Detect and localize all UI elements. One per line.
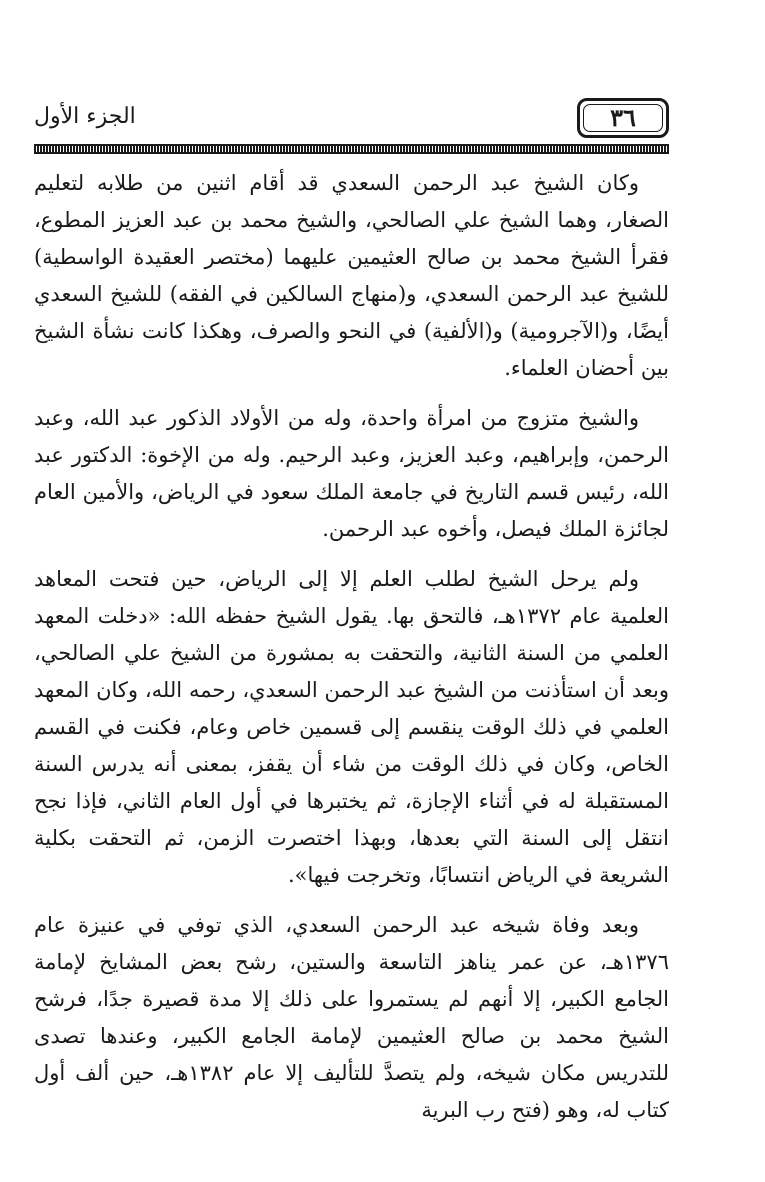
section-title: الجزء الأول — [34, 104, 136, 129]
page-number: ٣٦ — [610, 103, 636, 132]
header-divider — [34, 144, 669, 154]
page-header — [34, 92, 669, 150]
paragraph: وبعد وفاة شيخه عبد الرحمن السعدي، الذي توفي في عنيزة عام ١٣٧٦هـ، عن عمر يناهز التاسعة والستين، رشح بعض المشايخ لإمامة الجامع الكبير، إلا أنهم لم يستمروا على ذلك إلا مدة قصيرة جدًا، فرشح الشيخ محمد بن صالح العثيمين لإمامة الجامع الكبير، وعندها تصدى للتدريس مكان شيخه، ولم يتصدَّ للتأليف إلا عام ١٣٨٢هـ، حين ألف أول كتاب له، وهو (فتح رب البرية — [34, 913, 669, 1122]
body-text — [34, 165, 669, 1122]
paragraph: وكان الشيخ عبد الرحمن السعدي قد أقام اثنين من طلابه لتعليم الصغار، وهما الشيخ علي الصالحي، والشيخ محمد بن عبد العزيز المطوع، فقرأ الشيخ محمد بن صالح العثيمين عليهما (مختصر العقيدة الواسطية) للشيخ عبد الرحمن السعدي، و(منهاج السالكين في الفقه) للشيخ السعدي أيضًا، و(الآجرومية) و(الألفية) في النحو والصرف، وهكذا كانت نشأة الشيخ بين أحضان العلماء. — [34, 171, 669, 380]
page-number-frame — [577, 98, 669, 138]
paragraph: ولم يرحل الشيخ لطلب العلم إلا إلى الرياض، حين فتحت المعاهد العلمية عام ١٣٧٢هـ، فالتحق بها. يقول الشيخ حفظه الله: «دخلت المعهد العلمي من السنة الثانية، والتحقت به بمشورة من الشيخ علي الصالحي، وبعد أن استأذنت من الشيخ عبد الرحمن السعدي، رحمه الله، وكان المعهد العلمي في ذلك الوقت ينقسم إلى قسمين خاص وعام، فكنت في القسم الخاص، وكان في ذلك الوقت من شاء أن يقفز، بمعنى أنه يدرس السنة المستقبلة له في أثناء الإجازة، ثم يختبرها في أول العام الثاني، فإذا نجح انتقل إلى السنة التي بعدها، وبهذا اختصرت الزمن، ثم التحقت بكلية الشريعة في الرياض انتسابًا، وتخرجت فيها». — [34, 567, 669, 887]
paragraph: والشيخ متزوج من امرأة واحدة، وله من الأولاد الذكور عبد الله، وعبد الرحمن، وإبراهيم، وعبد العزيز، وعبد الرحيم. وله من الإخوة: الدكتور عبد الله، رئيس قسم التاريخ في جامعة الملك سعود في الرياض، والأمين العام لجائزة الملك فيصل، وأخوه عبد الرحمن. — [34, 406, 669, 541]
